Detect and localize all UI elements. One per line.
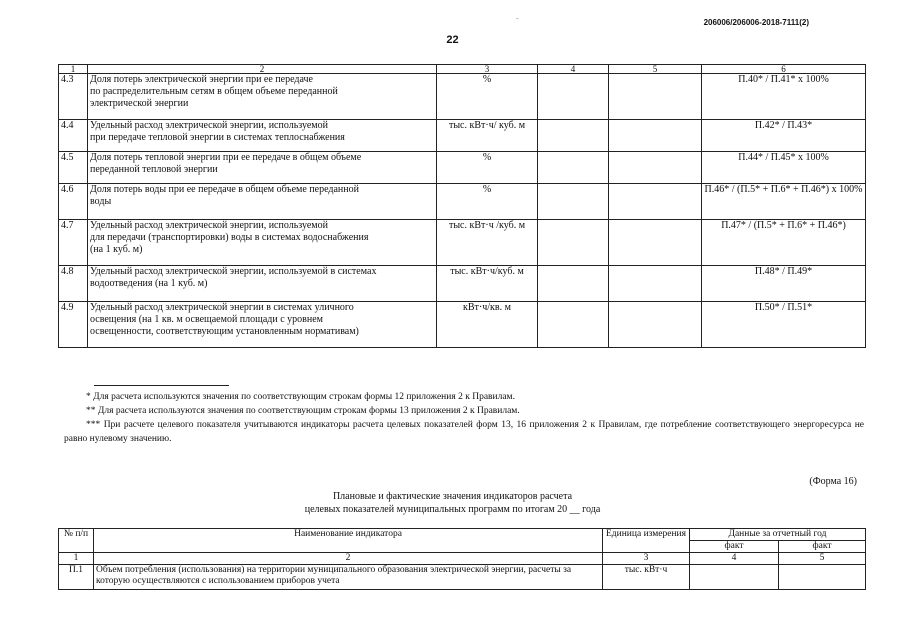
footnote-divider [94, 385, 229, 386]
row-empty-cell [538, 74, 609, 120]
table-row [59, 302, 866, 348]
row-number: 4.9 [59, 302, 88, 348]
row-name-line: Удельный расход электрической энергии, используемой в системах [90, 266, 377, 277]
col-header: 5 [609, 65, 702, 74]
row-number: 4.8 [59, 266, 88, 302]
row-formula: П.48* / П.49* [702, 266, 866, 302]
table-row [59, 266, 866, 302]
row-fact-cell [690, 565, 779, 590]
row-empty-cell [538, 184, 609, 220]
col-index: 1 [59, 553, 94, 565]
row-name-line: по распределительным сетям в общем объеме переданной [90, 86, 338, 97]
row-name-line: Удельный расход электрической энергии, используемой [90, 120, 328, 131]
row-name [88, 120, 437, 152]
table-header-row [59, 65, 866, 74]
footnotes [64, 390, 864, 446]
row-empty-cell [609, 152, 702, 184]
col-header: 4 [538, 65, 609, 74]
row-number: П.1 [59, 565, 94, 590]
row-unit: % [437, 152, 538, 184]
row-empty-cell [609, 266, 702, 302]
row-name [88, 220, 437, 266]
col-header-num: № п/п [59, 529, 94, 553]
col-header-unit: Единица измерения [603, 529, 690, 553]
row-empty-cell [609, 120, 702, 152]
row-unit: % [437, 74, 538, 120]
col-index: 4 [690, 553, 779, 565]
row-name-line: Удельный расход электрической энергии в системах уличного [90, 302, 354, 313]
form-title-line2: целевых показателей муниципальных программ по итогам 20 __ года [304, 504, 601, 515]
table-header-row [59, 529, 866, 541]
row-fact-cell [779, 565, 866, 590]
row-name [88, 184, 437, 220]
row-formula: П.40* / П.41* х 100% [702, 74, 866, 120]
row-name-line: Удельный расход электрической энергии, используемой [90, 220, 328, 231]
row-number: 4.7 [59, 220, 88, 266]
document-id: 206006/206006-2018-7111(2) [703, 18, 809, 27]
row-name [88, 266, 437, 302]
col-header-fact: факт [690, 541, 779, 553]
row-name-line: для передачи (транспортировки) воды в системах водоснабжения [90, 232, 369, 243]
row-name-line: (на 1 куб. м) [90, 244, 143, 255]
row-formula: П.46* / (П.5* + П.6* + П.46*) х 100% [702, 184, 866, 220]
row-name-line: освещенности, соответствующим установленным нормативам) [90, 326, 359, 337]
col-header-data: Данные за отчетный год [690, 529, 866, 541]
row-formula: П.50* / П.51* [702, 302, 866, 348]
form-title-line1: Плановые и фактические значения индикаторов расчета [332, 491, 573, 502]
row-formula: П.44* / П.45* х 100% [702, 152, 866, 184]
row-name-line: электрической энергии [90, 98, 189, 109]
col-index: 3 [603, 553, 690, 565]
row-empty-cell [538, 302, 609, 348]
row-empty-cell [609, 74, 702, 120]
table-index-row [59, 553, 866, 565]
col-header: 2 [88, 65, 437, 74]
row-number: 4.4 [59, 120, 88, 152]
row-name-line: Доля потерь воды при ее передаче в общем объеме переданной [90, 184, 359, 195]
row-name: Объем потребления (использования) на территории муниципального образования электрической энергии, расчеты за которую осуществляются с использованием приборов учета [94, 565, 603, 590]
table-row [59, 120, 866, 152]
row-empty-cell [609, 184, 702, 220]
row-formula: П.47* / (П.5* + П.6* + П.46*) [702, 220, 866, 266]
row-empty-cell [609, 220, 702, 266]
form-label: (Форма 16) [809, 476, 857, 487]
form16-table [58, 528, 866, 590]
row-unit: % [437, 184, 538, 220]
col-index: 2 [94, 553, 603, 565]
row-unit: тыс. кВт·ч [603, 565, 690, 590]
row-empty-cell [538, 266, 609, 302]
table-row [59, 152, 866, 184]
col-header: 3 [437, 65, 538, 74]
row-number: 4.5 [59, 152, 88, 184]
row-empty-cell [538, 152, 609, 184]
row-name-line: освещения (на 1 кв. м освещаемой площади с уровнем [90, 314, 324, 325]
row-name-line: Доля потерь тепловой энергии при ее передаче в общем объеме [90, 152, 362, 163]
row-name [88, 302, 437, 348]
row-name-line: Доля потерь электрической энергии при ее передаче [90, 74, 313, 85]
row-number: 4.3 [59, 74, 88, 120]
table-row [59, 565, 866, 590]
col-header: 6 [702, 65, 866, 74]
row-formula: П.42* / П.43* [702, 120, 866, 152]
col-header: 1 [59, 65, 88, 74]
table-row [59, 220, 866, 266]
row-empty-cell [538, 220, 609, 266]
footnote-1: * Для расчета используются значения по соответствующим строкам формы 12 приложения 2 к Правилам. [86, 392, 515, 402]
row-empty-cell [609, 302, 702, 348]
row-name [88, 74, 437, 120]
row-unit: тыс. кВт·ч/куб. м [437, 266, 538, 302]
col-header-fact: факт [779, 541, 866, 553]
indicators-table [58, 64, 866, 348]
table-row [59, 74, 866, 120]
row-name-line: переданной тепловой энергии [90, 164, 218, 175]
row-empty-cell [538, 120, 609, 152]
row-unit: кВт·ч/кв. м [437, 302, 538, 348]
page-number: 22 [446, 34, 459, 46]
row-name-line: воды [90, 196, 112, 207]
row-unit: тыс. кВт·ч/ куб. м [437, 120, 538, 152]
form-title [0, 490, 905, 516]
col-index: 5 [779, 553, 866, 565]
col-header-name: Наименование индикатора [94, 529, 603, 553]
row-name-line: при передаче тепловой энергии в системах теплоснабжения [90, 132, 345, 143]
header-dash: - [516, 14, 519, 23]
row-name-line: водоотведения (на 1 куб. м) [90, 278, 208, 289]
row-unit: тыс. кВт·ч /куб. м [437, 220, 538, 266]
table-row [59, 184, 866, 220]
row-name [88, 152, 437, 184]
footnote-3: *** При расчете целевого показателя учитываются индикаторы расчета целевых показателей форм 13, 16 приложения 2 к Правилам, где потребление соответствующего энергоресурса не равно нулевому значению. [64, 420, 864, 444]
row-number: 4.6 [59, 184, 88, 220]
footnote-2: ** Для расчета используются значения по соответствующим строкам формы 13 приложения 2 к Правилам. [86, 406, 520, 416]
